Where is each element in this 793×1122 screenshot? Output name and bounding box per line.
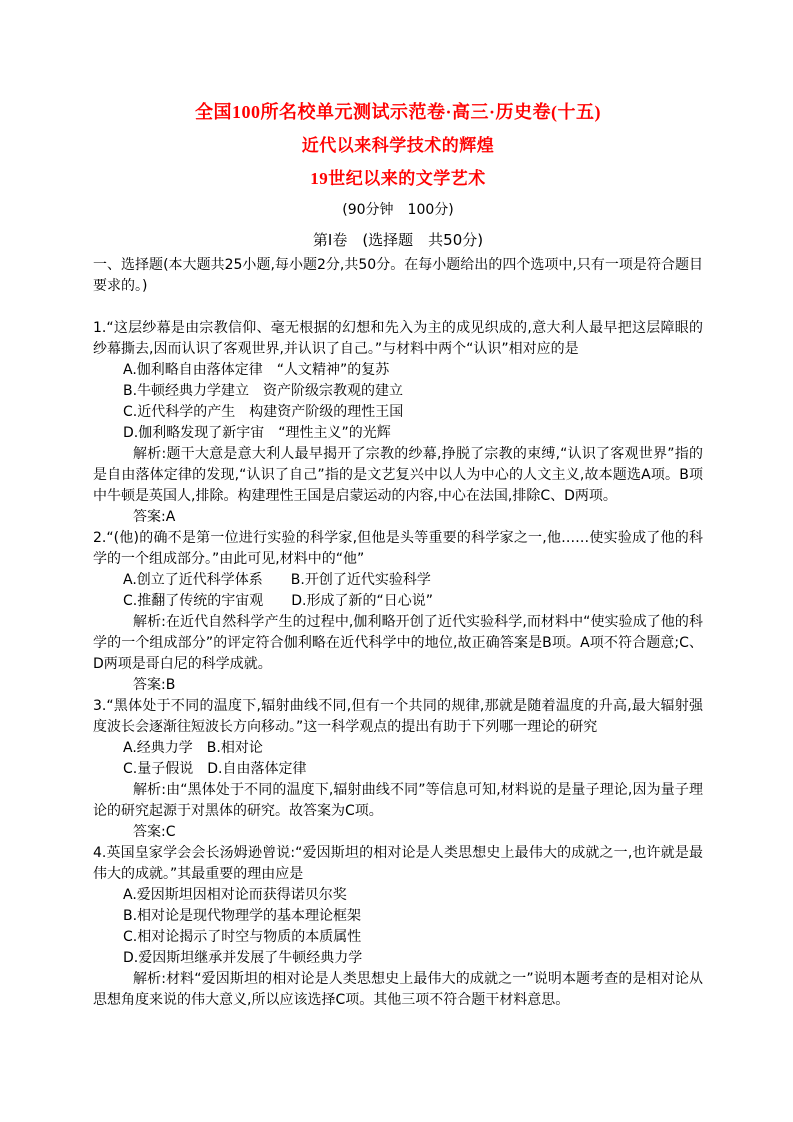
question-1-option-c: C.近代科学的产生 构建资产阶级的理性王国 [123,404,404,420]
question-1-option-b: B.牛顿经典力学建立 资产阶级宗教观的建立 [123,383,404,399]
question-4-option-d: D.爱因斯坦继承并发展了牛顿经典力学 [123,950,363,966]
section-one-intro: 一、选择题(本大题共25小题,每小题2分,共50分。在每小题给出的四个选项中,只有一项是符合题目要求的。) [93,257,703,294]
question-4-analysis: 解析:材料“爱因斯坦的相对论是人类思想史上最伟大的成就之一”说明本题考查的是相对论从思想角度来说的伟大意义,所以应该选择C项。其他三项不符合题干材料意思。 [93,971,703,1008]
question-3-stem: 3.“黑体处于不同的温度下,辐射曲线不同,但有一个共同的规律,那就是随着温度的升高,最大辐射强度波长会逐渐往短波长方向移动。”这一科学观点的提出有助于下列哪一理论的研究 [93,698,703,735]
question-3 [93,696,703,843]
question-1-option-d: D.伽利略发现了新宇宙 “理性主义”的光辉 [123,425,391,441]
question-2 [93,528,703,696]
question-4-option-c: C.相对论揭示了时空与物质的本质属性 [123,929,362,945]
exam-subtitle-2: 19世纪以来的文学艺术 [310,169,486,188]
question-4-option-a: A.爱因斯坦因相对论而获得诺贝尔奖 [123,887,347,903]
question-2-answer: 答案:B [133,677,176,693]
question-3-answer: 答案:C [133,824,176,840]
part-one-header: 第Ⅰ卷 (选择题 共50分) [312,231,484,249]
question-1-answer: 答案:A [133,509,176,525]
question-1-analysis: 解析:题干大意是意大利人最早揭开了宗教的纱幕,挣脱了宗教的束缚,“认识了客观世界”指的是自由落体定律的发现,“认识了自己”指的是文艺复兴中以人为中心的人文主义,故本题选A项。B项中牛顿是英国人,排除。构建理性王国是启蒙运动的内容,中心在法国,排除C、D两项。 [93,446,703,504]
time-score-line: (90分钟 100分) [342,202,454,218]
question-1 [93,318,703,528]
question-1-stem: 1.“这层纱幕是由宗教信仰、毫无根据的幻想和先入为主的成见织成的,意大利人最早把这层障眼的纱幕撕去,因而认识了客观世界,并认识了自己。”与材料中两个“认识”相对应的是 [93,320,703,357]
question-4 [93,843,703,1011]
exam-subtitle-1: 近代以来科学技术的辉煌 [301,136,495,155]
exam-body [93,255,703,1011]
question-2-analysis: 解析:在近代自然科学产生的过程中,伽利略开创了近代实验科学,而材料中“使实验成了他的科学的一个组成部分”的评定符合伽利略在近代科学中的地位,故正确答案是B项。A项不符合题意;C、D两项是哥白尼的科学成就。 [93,614,703,672]
question-2-options-cd: C.推翻了传统的宇宙观 D.形成了新的“日心说” [123,593,433,609]
question-3-options-ab: A.经典力学 B.相对论 [123,740,263,756]
question-2-stem: 2.“(他)的确不是第一位进行实验的科学家,但他是头等重要的科学家之一,他……使实验成了他的科学的一个组成部分。”由此可见,材料中的“他” [93,530,703,567]
question-3-analysis: 解析:由“黑体处于不同的温度下,辐射曲线不同”等信息可知,材料说的是量子理论,因为量子理论的研究起源于对黑体的研究。故答案为C项。 [93,782,703,819]
question-4-option-b: B.相对论是现代物理学的基本理论框架 [123,908,362,924]
question-3-options-cd: C.量子假说 D.自由落体定律 [123,761,307,777]
exam-title: 全国100所名校单元测试示范卷·高三·历史卷(十五) [195,102,601,122]
question-1-option-a: A.伽利略自由落体定律 “人文精神”的复苏 [123,362,390,378]
question-2-options-ab: A.创立了近代科学体系 B.开创了近代实验科学 [123,572,431,588]
question-4-stem: 4.英国皇家学会会长汤姆逊曾说:“爱因斯坦的相对论是人类思想史上最伟大的成就之一,也许就是最伟大的成就。”其最重要的理由应是 [93,845,703,882]
